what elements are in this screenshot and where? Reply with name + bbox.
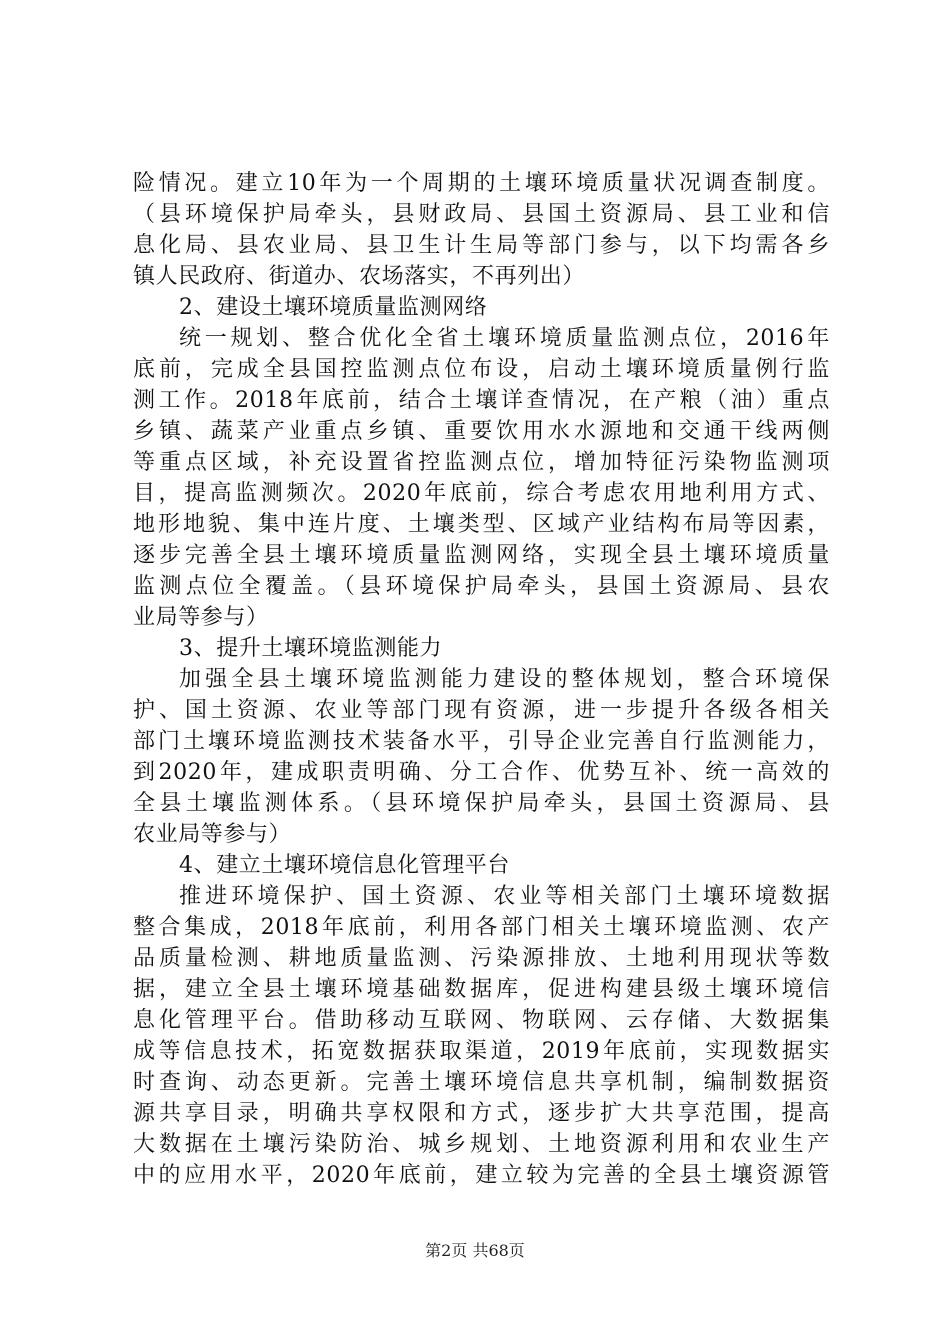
text-line: 息化局、县农业局、县卫生计生局等部门参与，以下均需各乡 bbox=[133, 233, 830, 258]
text-line: 中的应用水平，2020年底前，建立较为完善的全县土壤资源管 bbox=[133, 1163, 830, 1188]
section-heading: 4、建立土壤环境信息化管理平台 bbox=[179, 853, 510, 878]
text-line: 加强全县土壤环境监测能力建设的整体规划，整合环境保 bbox=[179, 667, 830, 692]
section-heading: 2、建设土壤环境质量监测网络 bbox=[179, 295, 488, 320]
text-line: 农业局等参与） bbox=[133, 822, 292, 847]
text-line: 业局等参与） bbox=[133, 605, 269, 630]
text-line: 品质量检测、耕地质量监测、污染源排放、土地利用现状等数 bbox=[133, 946, 830, 971]
text-line: 护、国土资源、农业等部门现有资源，进一步提升各级各相关 bbox=[133, 698, 830, 723]
section-heading: 3、提升土壤环境监测能力 bbox=[179, 636, 443, 661]
text-line: （县环境保护局牵头，县财政局、县国土资源局、县工业和信 bbox=[133, 202, 830, 227]
text-line: 成等信息技术，拓宽数据获取渠道，2019年底前，实现数据实 bbox=[133, 1039, 830, 1064]
text-line: 到2020年，建成职责明确、分工合作、优势互补、统一高效的 bbox=[133, 760, 830, 785]
page-footer: 第2页 共68页 bbox=[425, 1241, 525, 1260]
text-line: 大数据在土壤污染防治、城乡规划、土地资源利用和农业生产 bbox=[133, 1132, 830, 1157]
text-line: 部门土壤环境监测技术装备水平，引导企业完善自行监测能力， bbox=[133, 729, 830, 754]
text-line: 险情况。建立10年为一个周期的土壤环境质量状况调查制度。 bbox=[133, 171, 830, 196]
text-line: 地形地貌、集中连片度、土壤类型、区域产业结构布局等因素， bbox=[133, 512, 830, 537]
text-line: 测工作。2018年底前，结合土壤详查情况，在产粮（油）重点 bbox=[133, 388, 830, 413]
text-line: 全县土壤监测体系。（县环境保护局牵头，县国土资源局、县 bbox=[133, 791, 830, 816]
document-body bbox=[133, 168, 830, 1191]
text-line: 源共享目录，明确共享权限和方式，逐步扩大共享范围，提高 bbox=[133, 1101, 830, 1126]
text-line: 目，提高监测频次。2020年底前，综合考虑农用地利用方式、 bbox=[133, 481, 830, 506]
text-line: 底前，完成全县国控监测点位布设，启动土壤环境质量例行监 bbox=[133, 357, 830, 382]
text-line: 推进环境保护、国土资源、农业等相关部门土壤环境数据 bbox=[179, 884, 830, 909]
text-line: 统一规划、整合优化全省土壤环境质量监测点位，2016年 bbox=[179, 326, 830, 351]
text-line: 等重点区域，补充设置省控监测点位，增加特征污染物监测项 bbox=[133, 450, 830, 475]
text-line: 乡镇、蔬菜产业重点乡镇、重要饮用水水源地和交通干线两侧 bbox=[133, 419, 830, 444]
text-line: 时查询、动态更新。完善土壤环境信息共享机制，编制数据资 bbox=[133, 1070, 830, 1095]
text-line: 整合集成，2018年底前，利用各部门相关土壤环境监测、农产 bbox=[133, 915, 830, 940]
text-line: 息化管理平台。借助移动互联网、物联网、云存储、大数据集 bbox=[133, 1008, 830, 1033]
text-line: 监测点位全覆盖。（县环境保护局牵头，县国土资源局、县农 bbox=[133, 574, 830, 599]
text-line: 据，建立全县土壤环境基础数据库，促进构建县级土壤环境信 bbox=[133, 977, 830, 1002]
text-line: 逐步完善全县土壤环境质量监测网络，实现全县土壤环境质量 bbox=[133, 543, 830, 568]
text-line: 镇人民政府、街道办、农场落实，不再列出） bbox=[133, 264, 586, 289]
